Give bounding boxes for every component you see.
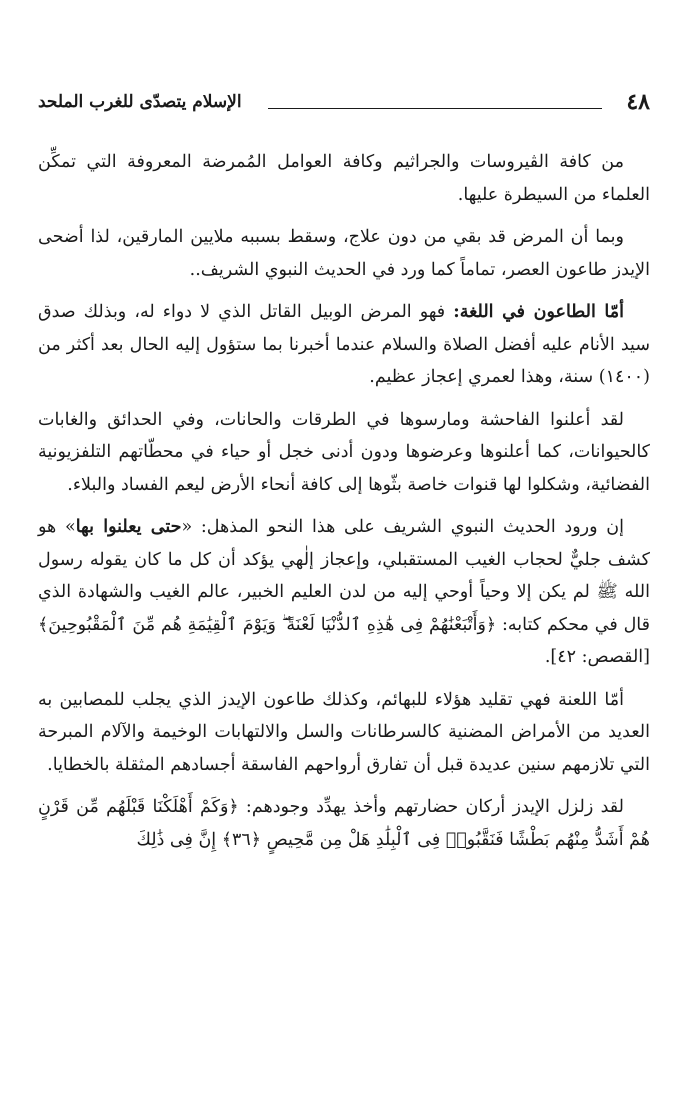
paragraph-2 bbox=[38, 221, 650, 286]
paragraph-1 bbox=[38, 146, 650, 211]
paragraph-5-lead: إن ورود الحديث النبوي الشريف على هذا النحو المذهل: « bbox=[181, 517, 624, 537]
paragraph-5 bbox=[38, 511, 650, 674]
page-number: ٤٨ bbox=[626, 89, 650, 115]
paragraph-2-text: وبما أن المرض قد بقي من دون علاج، وسقط بسببه ملايين المارقين، لذا أضحى الإيدز طاعون العصر، تماماً كما ورد في الحديث النبوي الشريف.. bbox=[38, 227, 650, 280]
paragraph-3-text: فهو المرض الوبيل القاتل الذي لا دواء له، وبذلك صدق سيد الأنام عليه أفضل الصلاة والسلام عندما أخبرنا بما ستؤول إليه الحال بعد أكثر من (١٤٠٠) سنة، وهذا لعمري إعجاز عظيم. bbox=[38, 302, 650, 387]
hadith-quote: حتى يعلنوا بها bbox=[75, 517, 182, 537]
page-header bbox=[38, 88, 650, 116]
paragraph-5-text: » هو كشف جليٌّ لحجاب الغيب المستقبلي، وإعجاز إلٰهي يؤكد أن كل ما كان يقوله رسول الله ﷺ لم يكن إلا وحياً أوحي إليه من لدن العليم الخبير، عالم الغيب والشهادة الذي قال في محكم كتابه: ﴿وَأَتْبَعْنَٰهُمْ فِى هَٰذِهِ ٱلدُّنْيَا لَعْنَةً ۖ وَيَوْمَ ٱلْقِيَٰمَةِ هُم مِّنَ ٱلْمَقْبُوحِينَ﴾ [القصص: ٤٢]. bbox=[38, 517, 650, 667]
paragraph-4 bbox=[38, 404, 650, 502]
paragraph-6-text: أمّا اللعنة فهي تقليد هؤلاء للبهائم، وكذلك طاعون الإيدز الذي يجلب للمصابين به العديد من الأمراض المضنية كالسرطانات والسل والالتهابات الوخيمة والآلام المبرحة التي تلازمهم سنين عديدة قبل أن تفارق أرواحهم الفاسقة أجسادهم المثقلة بالخطايا. bbox=[38, 689, 650, 775]
paragraph-6 bbox=[38, 684, 650, 782]
header-rule bbox=[268, 108, 602, 109]
paragraph-7 bbox=[38, 791, 650, 856]
body-text bbox=[38, 146, 650, 866]
paragraph-1-text: من كافة الڤيروسات والجراثيم وكافة العوامل المُمرضة المعروفة التي تمكِّن العلماء من السيطرة عليها. bbox=[38, 152, 650, 205]
paragraph-7-text: لقد زلزل الإيدز أركان حضارتهم وأخذ يهدِّد وجودهم: ﴿وَكَمْ أَهْلَكْنَا قَبْلَهُم مِّن قَرْنٍ هُمْ أَشَدُّ مِنْهُم بَطْشًا فَنَقَّبُوا۟ فِى ٱلْبِلَٰدِ هَلْ مِن مَّحِيصٍ ﴿٣٦﴾ إِنَّ فِى ذَٰلِكَ bbox=[38, 797, 650, 850]
paragraph-3 bbox=[38, 296, 650, 394]
running-title: الإسلام يتصدّى للغرب الملحد bbox=[38, 92, 242, 112]
paragraph-3-heading: أمّا الطاعون في اللغة: bbox=[453, 302, 624, 322]
paragraph-4-text: لقد أعلنوا الفاحشة ومارسوها في الطرقات والحانات، وفي الحدائق والغابات كالحيوانات، كما أعلنوها وعرضوها ودون أدنى خجل أو حياء في محطّاتهم التلفزيونية الفضائية، وشكلوا لها قنوات خاصة بثّوها إلى كافة أنحاء الأرض ليعم الفساد والبلاء. bbox=[38, 409, 650, 495]
